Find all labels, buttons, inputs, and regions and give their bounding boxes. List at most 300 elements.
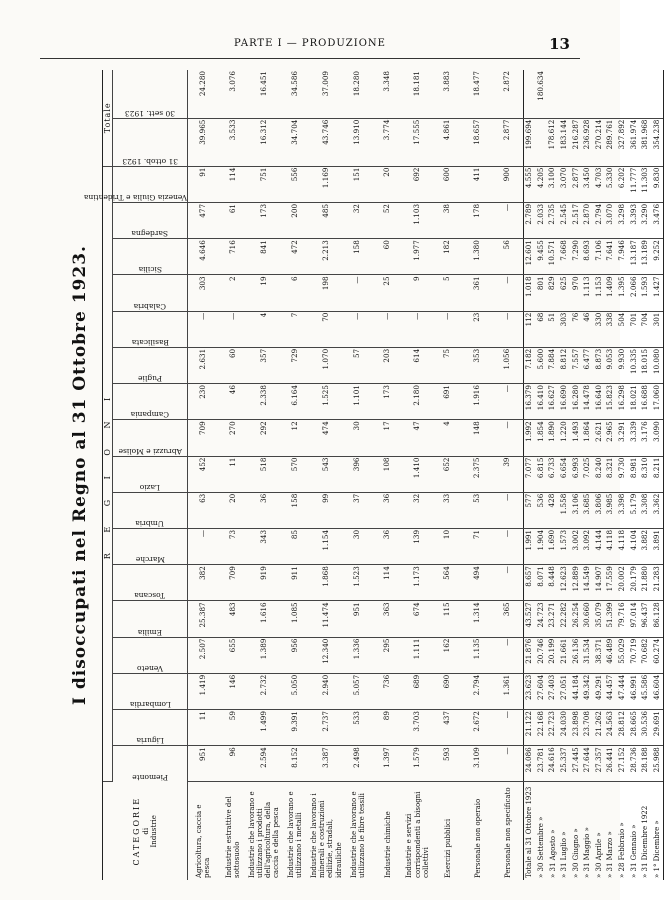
cell-value: 3.774 — [373, 118, 403, 166]
cell-value: 24.086 — [523, 746, 535, 782]
total-row — [605, 70, 617, 880]
category-row — [310, 70, 342, 880]
cell-value: 8.310 — [640, 456, 652, 492]
cell-value: 4.861 — [433, 118, 463, 166]
cell-value: 47 — [403, 420, 433, 456]
cell-value: 6.477 — [582, 347, 594, 383]
cell-value: 43.746 — [310, 118, 342, 166]
region-name: Abruzzi e Molise — [118, 446, 182, 456]
cell-value: 692 — [403, 166, 433, 202]
region-name: Lombardia — [129, 700, 171, 710]
cell-value: 178.612 — [547, 118, 559, 166]
cell-value: 437 — [433, 710, 463, 746]
region-header — [113, 456, 188, 492]
cell-value: 25.387 — [188, 601, 219, 637]
cell-value: 1.992 — [523, 420, 535, 456]
cell-value: 16.451 — [248, 70, 280, 118]
cell-value: 1.991 — [523, 528, 535, 564]
cell-value: 16.379 — [523, 384, 535, 420]
cell-value: — — [188, 528, 219, 564]
region-header — [113, 275, 188, 311]
cell-value: 52 — [373, 202, 403, 238]
cell-value: 73 — [218, 528, 248, 564]
cell-value: 1.868 — [310, 565, 342, 601]
cell-value: 751 — [248, 166, 280, 202]
table-title: I disoccupati nel Regno al 31 Ottobre 1923. — [70, 245, 90, 705]
cell-value: 6.202 — [616, 166, 628, 202]
cell-value: 24.723 — [535, 601, 547, 637]
cell-value: 2.789 — [523, 202, 535, 238]
cell-value: 199.694 — [523, 118, 535, 166]
cell-value: 709 — [218, 565, 248, 601]
cell-value: 1.085 — [280, 601, 310, 637]
cell-value: 2.498 — [343, 746, 373, 782]
cell-value: 79.716 — [616, 601, 628, 637]
cell-value: 614 — [403, 347, 433, 383]
cell-value: 47.444 — [616, 673, 628, 709]
cell-value: 39 — [493, 456, 524, 492]
cell-value: — — [343, 275, 373, 311]
row-label: » 30 Giugno » — [571, 828, 580, 878]
total-row — [547, 70, 559, 880]
cell-value: 10.335 — [628, 347, 640, 383]
cell-value: 3.985 — [605, 492, 617, 528]
cell-value: 39.965 — [188, 118, 219, 166]
cell-value: 2.545 — [558, 202, 570, 238]
cell-value: 4 — [433, 420, 463, 456]
cell-value: 382 — [188, 565, 219, 601]
cell-value: 2.507 — [188, 637, 219, 673]
cell-value: 1.397 — [373, 746, 403, 782]
cell-value: 3.450 — [582, 166, 594, 202]
row-label: » 31 Marzo » — [606, 831, 615, 878]
cell-value: 8.981 — [628, 456, 640, 492]
region-header — [113, 673, 188, 709]
cell-value: 20 — [373, 166, 403, 202]
cell-value: — — [493, 275, 524, 311]
cell-value: 736 — [373, 673, 403, 709]
cell-value: 11 — [188, 710, 219, 746]
cell-value: 1.579 — [403, 746, 433, 782]
cell-value — [547, 70, 559, 118]
cell-value: 4.205 — [535, 166, 547, 202]
cell-value: — — [403, 311, 433, 347]
cell-value: 28.736 — [628, 746, 640, 782]
cell-value: 674 — [403, 601, 433, 637]
cell-value: 31.534 — [582, 637, 594, 673]
cell-value: 25.337 — [558, 746, 570, 782]
cell-value: 1.380 — [463, 239, 493, 275]
cell-value: 178 — [463, 202, 493, 238]
cell-value: 361.974 — [628, 118, 640, 166]
cell-value: 49.342 — [582, 673, 594, 709]
cell-value: 26.441 — [605, 746, 617, 782]
cell-value: 85 — [280, 528, 310, 564]
cell-value: 1.854 — [535, 420, 547, 456]
cell-value: 36 — [373, 528, 403, 564]
cell-value: 8.873 — [593, 347, 605, 383]
cell-value: 24.030 — [558, 710, 570, 746]
cell-value: 115 — [433, 601, 463, 637]
cell-value — [593, 70, 605, 118]
cell-value: 504 — [616, 311, 628, 347]
cell-value: 46.489 — [605, 637, 617, 673]
cell-value: 27.604 — [535, 673, 547, 709]
cell-value: 483 — [218, 601, 248, 637]
cell-value: 327.892 — [616, 118, 628, 166]
cell-value: 3.090 — [651, 420, 663, 456]
cell-value: 180.634 — [535, 70, 547, 118]
cell-value: — — [373, 311, 403, 347]
cell-value: 338 — [605, 311, 617, 347]
totale-date: 30 sett. 1923 — [125, 108, 176, 118]
region-name: Veneto — [137, 663, 164, 673]
cell-value: 23 — [463, 311, 493, 347]
row-label: Industrie che lavorano e utilizzano i metalli — [287, 791, 304, 878]
cell-value: 2.375 — [463, 456, 493, 492]
cell-value: 900 — [493, 166, 524, 202]
cell-value: 7.025 — [582, 456, 594, 492]
cell-value: 3.291 — [616, 420, 628, 456]
total-row — [628, 70, 640, 880]
cell-value: 970 — [570, 275, 582, 311]
cell-value: — — [493, 384, 524, 420]
cell-value: 18.015 — [640, 347, 652, 383]
cell-value: 75 — [433, 347, 463, 383]
cell-value: 9.930 — [616, 347, 628, 383]
cell-value: 7.557 — [570, 347, 582, 383]
cell-value: 216.287 — [570, 118, 582, 166]
cell-value: 7.106 — [593, 239, 605, 275]
cell-value: 428 — [547, 492, 559, 528]
cell-value: 1.173 — [403, 565, 433, 601]
cell-value: 27.152 — [616, 746, 628, 782]
cell-value: 70.719 — [628, 637, 640, 673]
cell-value: 236.928 — [582, 118, 594, 166]
cell-value: 16.280 — [570, 384, 582, 420]
region-name: Lazio — [140, 482, 161, 492]
cell-value: 701 — [628, 311, 640, 347]
cell-value: 729 — [280, 347, 310, 383]
cell-value: 1.169 — [310, 166, 342, 202]
cell-value: 14.549 — [582, 565, 594, 601]
cell-value: 2.965 — [605, 420, 617, 456]
cell-value: 71 — [463, 528, 493, 564]
cell-value: 45.586 — [640, 673, 652, 709]
cell-value: 34.704 — [280, 118, 310, 166]
cell-value: 5.050 — [280, 673, 310, 709]
cell-value: 158 — [280, 492, 310, 528]
cell-value: 11 — [218, 456, 248, 492]
cell-value: 2.621 — [593, 420, 605, 456]
cell-value: 709 — [188, 420, 219, 456]
cell-value: 8.211 — [651, 456, 663, 492]
region-header — [113, 565, 188, 601]
cell-value: 23.623 — [523, 673, 535, 709]
cell-value: 353 — [463, 347, 493, 383]
cell-value: 7.290 — [570, 239, 582, 275]
total-row — [570, 70, 582, 880]
cell-value: 51 — [547, 311, 559, 347]
cell-value: 20.199 — [547, 637, 559, 673]
cell-value: 25 — [373, 275, 403, 311]
cell-value: 7.641 — [605, 239, 617, 275]
cell-value: 27.445 — [570, 746, 582, 782]
cell-value: 3.100 — [547, 166, 559, 202]
cell-value: — — [493, 637, 524, 673]
cell-value: 27.403 — [547, 673, 559, 709]
cell-value: 16.640 — [593, 384, 605, 420]
row-label: Totale al 31 Ottobre 1923 — [523, 782, 535, 880]
cell-value: 2.033 — [535, 202, 547, 238]
cell-value: 494 — [463, 565, 493, 601]
row-label: » 31 Maggio » — [583, 827, 592, 878]
cell-value: 28.665 — [628, 710, 640, 746]
cell-value: 9.455 — [535, 239, 547, 275]
cell-value: 30 — [343, 528, 373, 564]
cell-value: 10.571 — [547, 239, 559, 275]
cell-value: 4.104 — [628, 528, 640, 564]
cell-value: 37 — [343, 492, 373, 528]
cell-value: 4 — [248, 311, 280, 347]
cell-value: 2.940 — [310, 673, 342, 709]
cell-value: 114 — [373, 565, 403, 601]
region-header — [113, 311, 188, 347]
cell-value: 1.103 — [403, 202, 433, 238]
cell-value: 2.794 — [593, 202, 605, 238]
cell-value: 146 — [218, 673, 248, 709]
cell-value: 108 — [373, 456, 403, 492]
cell-value: 3.882 — [640, 528, 652, 564]
cell-value: 112 — [523, 311, 535, 347]
cell-value: 8.448 — [547, 565, 559, 601]
cell-value: 21.262 — [593, 710, 605, 746]
region-header — [113, 420, 188, 456]
row-label: Agricoltura, caccia e pesca — [195, 804, 212, 878]
cell-value: 3.308 — [640, 492, 652, 528]
cell-value: — — [493, 420, 524, 456]
total-row — [582, 70, 594, 880]
cell-value: 139 — [403, 528, 433, 564]
totale-subheader — [113, 118, 188, 166]
cell-value: 1.523 — [343, 565, 373, 601]
cell-value: 3.106 — [570, 492, 582, 528]
cell-value: 17.555 — [403, 118, 433, 166]
cell-value: 1.113 — [582, 275, 594, 311]
cell-value: 26.136 — [570, 637, 582, 673]
cell-value: 16.627 — [547, 384, 559, 420]
category-row — [463, 70, 493, 880]
unemployment-table — [84, 70, 664, 880]
cell-value: 16.410 — [535, 384, 547, 420]
cell-value: 577 — [523, 492, 535, 528]
category-row — [280, 70, 310, 880]
category-row — [343, 70, 373, 880]
cell-value: 655 — [218, 637, 248, 673]
cell-value: 10 — [433, 528, 463, 564]
cell-value: 3.339 — [628, 420, 640, 456]
cell-value: 4.703 — [593, 166, 605, 202]
cell-value: 536 — [535, 492, 547, 528]
cell-value: 36 — [248, 492, 280, 528]
cell-value: 2.794 — [463, 673, 493, 709]
cell-value: 21.283 — [651, 565, 663, 601]
cell-value: 46 — [582, 311, 594, 347]
cell-value: 61 — [218, 202, 248, 238]
cell-value: 270.214 — [593, 118, 605, 166]
cell-value: 3.387 — [310, 746, 342, 782]
cell-value: 21.876 — [523, 637, 535, 673]
cell-value: 292 — [248, 420, 280, 456]
cell-value: 5.057 — [343, 673, 373, 709]
region-header — [113, 637, 188, 673]
cell-value: — — [343, 311, 373, 347]
cell-value: 1.409 — [605, 275, 617, 311]
cell-value: 801 — [535, 275, 547, 311]
cell-value: 704 — [640, 311, 652, 347]
cell-value: 9.252 — [651, 239, 663, 275]
cell-value: 2.877 — [493, 118, 524, 166]
region-name: Campania — [131, 410, 170, 420]
cell-value: 22.723 — [547, 710, 559, 746]
cell-value: 2.213 — [310, 239, 342, 275]
totale-header: Totale — [103, 70, 113, 166]
cell-value: 21.661 — [558, 637, 570, 673]
cell-value: 29.691 — [651, 710, 663, 746]
cell-value: 30.536 — [640, 710, 652, 746]
cell-value: 30 — [343, 420, 373, 456]
cell-value: 1.220 — [558, 420, 570, 456]
cell-value: 18.021 — [628, 384, 640, 420]
cell-value: 1.314 — [463, 601, 493, 637]
cell-value: 76 — [570, 311, 582, 347]
cell-value: 7.077 — [523, 456, 535, 492]
running-head-title: PARTE I — PRODUZIONE — [234, 38, 386, 49]
cell-value: 919 — [248, 565, 280, 601]
cell-value: 289.761 — [605, 118, 617, 166]
cell-value: 18.657 — [463, 118, 493, 166]
cell-value: 1.070 — [310, 347, 342, 383]
cell-value: 691 — [433, 384, 463, 420]
cell-value: 14.478 — [582, 384, 594, 420]
cell-value: 63 — [188, 492, 219, 528]
cell-value: 556 — [280, 166, 310, 202]
cell-value: 30.660 — [582, 601, 594, 637]
cell-value: 911 — [280, 565, 310, 601]
cell-value: 396 — [343, 456, 373, 492]
cell-value: 8.693 — [582, 239, 594, 275]
total-row — [616, 70, 628, 880]
cell-value: 24.280 — [188, 70, 219, 118]
cell-value: 16.298 — [616, 384, 628, 420]
cell-value — [570, 70, 582, 118]
cell-value: — — [493, 710, 524, 746]
cell-value: 11.777 — [628, 166, 640, 202]
category-row — [493, 70, 524, 880]
cell-value: 1.977 — [403, 239, 433, 275]
cell-value: 3.348 — [373, 70, 403, 118]
cell-value: 44.457 — [605, 673, 617, 709]
cell-value: 34.586 — [280, 70, 310, 118]
cell-value: 477 — [188, 202, 219, 238]
cell-value: 951 — [188, 746, 219, 782]
cell-value: 13.187 — [628, 239, 640, 275]
cell-value: 2.735 — [547, 202, 559, 238]
cell-value: 1.573 — [558, 528, 570, 564]
cell-value: 4.646 — [188, 239, 219, 275]
cell-value: 1.056 — [493, 347, 524, 383]
di-label: di — [141, 827, 150, 835]
category-row — [403, 70, 433, 880]
cell-value: 1.904 — [535, 528, 547, 564]
cell-value: 518 — [248, 456, 280, 492]
region-header — [113, 710, 188, 746]
row-label: » 31 Agosto » — [548, 829, 557, 878]
cell-value: 533 — [343, 710, 373, 746]
cell-value: 3.685 — [582, 492, 594, 528]
cell-value: 2 — [218, 275, 248, 311]
cell-value: 24.616 — [547, 746, 559, 782]
cell-value: 46.991 — [628, 673, 640, 709]
cell-value: 53 — [463, 492, 493, 528]
row-label: Industrie che lavorano e utilizzano i prodotti dell'agricoltura, della caccia e della pesca — [248, 791, 281, 878]
running-head — [0, 35, 620, 58]
cell-value: 203 — [373, 347, 403, 383]
cell-value: 3.891 — [651, 528, 663, 564]
cell-value: 158 — [343, 239, 373, 275]
page-number: 13 — [549, 35, 570, 53]
cell-value: 18.280 — [343, 70, 373, 118]
cell-value: 625 — [558, 275, 570, 311]
cell-value: 1.153 — [593, 275, 605, 311]
cell-value: 2.594 — [248, 746, 280, 782]
total-row — [651, 70, 663, 880]
cell-value: 3.070 — [558, 166, 570, 202]
cell-value: 96 — [218, 746, 248, 782]
totale-subheader — [113, 70, 188, 118]
cell-value: 3.070 — [605, 202, 617, 238]
row-label: Industrie chimiche — [383, 811, 392, 878]
cell-value: 148 — [463, 420, 493, 456]
cell-value: 60 — [218, 347, 248, 383]
cell-value: 1.389 — [248, 637, 280, 673]
cell-value: 381.968 — [640, 118, 652, 166]
region-header-row — [113, 70, 188, 880]
cell-value: 56 — [493, 239, 524, 275]
cell-value: 27.644 — [582, 746, 594, 782]
header-rule — [40, 58, 580, 59]
cell-value: 841 — [248, 239, 280, 275]
cell-value: 1.916 — [463, 384, 493, 420]
cell-value: 89 — [373, 710, 403, 746]
region-name: Sicilia — [138, 265, 162, 275]
cell-value: 86.128 — [651, 601, 663, 637]
cell-value: 91 — [188, 166, 219, 202]
region-name: Venezia Giulia e Tridentina — [84, 192, 188, 202]
cell-value: 3.703 — [403, 710, 433, 746]
rotated-table-block — [70, 70, 661, 880]
cell-value: 99 — [310, 492, 342, 528]
cell-value: 2.631 — [188, 347, 219, 383]
cell-value: 55.029 — [616, 637, 628, 673]
cell-value: 1.690 — [547, 528, 559, 564]
cell-value: 7.884 — [547, 347, 559, 383]
cell-value: 173 — [373, 384, 403, 420]
cell-value: 32 — [403, 492, 433, 528]
cell-value: 97.014 — [628, 601, 640, 637]
cell-value: 3.076 — [218, 70, 248, 118]
cell-value: 36 — [373, 492, 403, 528]
